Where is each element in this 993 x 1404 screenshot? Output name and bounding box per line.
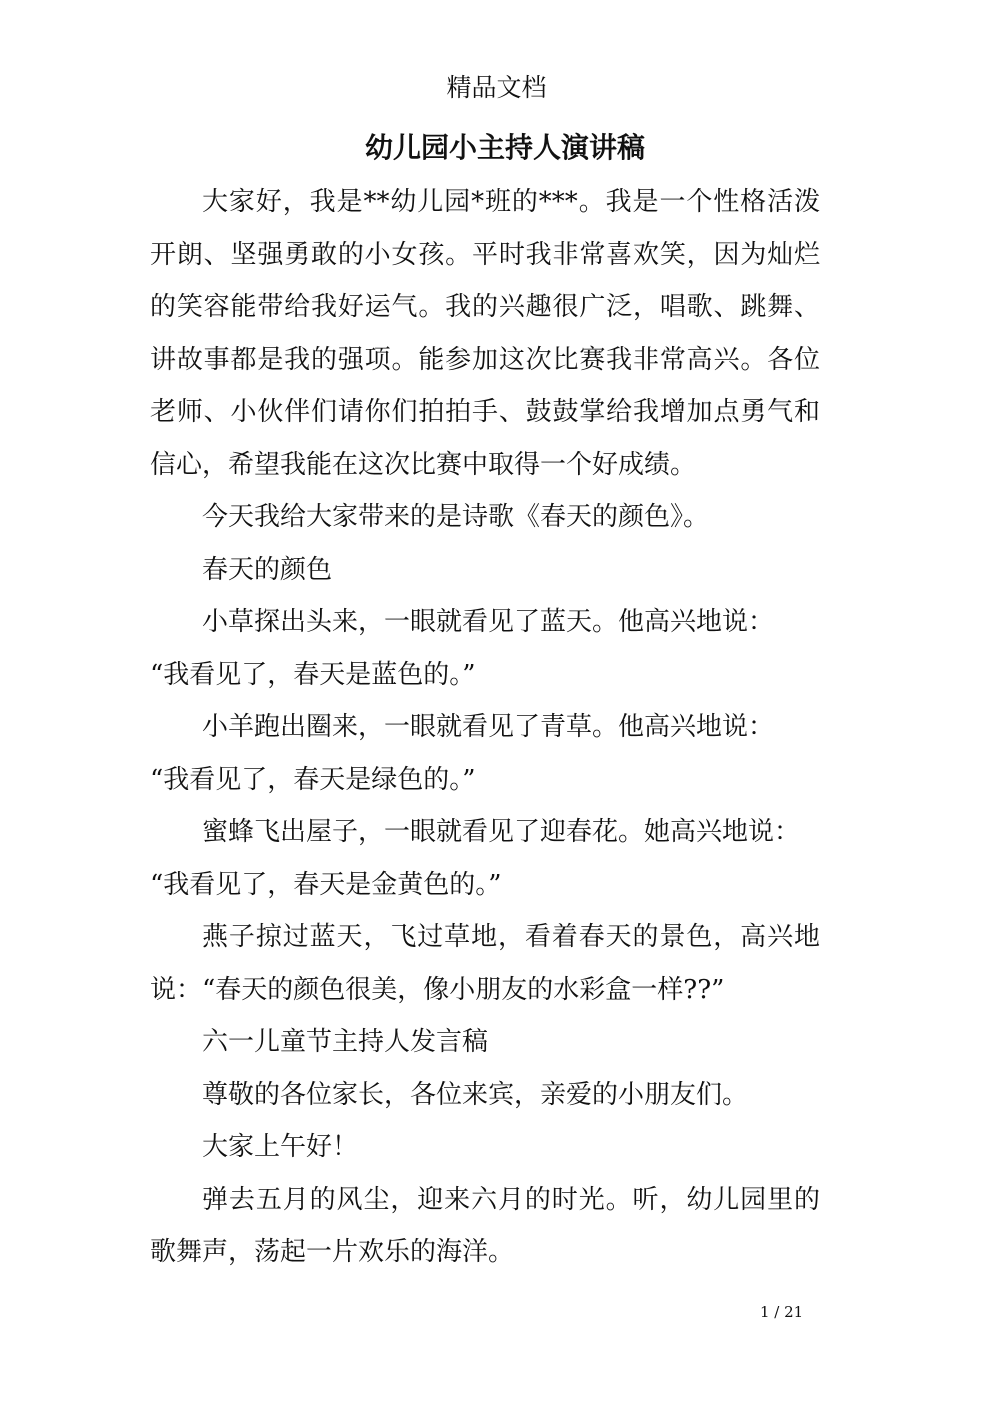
document-title: 幼儿园小主持人演讲稿 [364, 131, 645, 164]
page-number: 1 / 21 [760, 1303, 804, 1321]
document-body [150, 176, 820, 1279]
intro-paragraph: 大家好，我是**幼儿园*班的***。我是一个性格活泼开朗、坚强勇敢的小女孩。平时我非常喜欢笑，因为灿烂的笑容能带给我好运气。我的兴趣很广泛，唱歌、跳舞、讲故事都是我的强项。能参加这次比赛我非常高兴。各位老师、小伙伴们请你们拍拍手、鼓鼓掌给我增加点勇气和信心，希望我能在这次比赛中取得一个好成绩。 [150, 187, 820, 480]
poem-title: 春天的颜色 [202, 554, 333, 585]
poem-stanza-1-line-2: “我看见了，春天是蓝色的。” [150, 659, 476, 690]
speech-salutation: 大家上午好！ [202, 1132, 359, 1162]
document-header: 精品文档 [446, 73, 547, 102]
poem-ending-paragraph: 燕子掠过蓝天，飞过草地，看着春天的景色，高兴地说：“春天的颜色很美，像小朋友的水彩盒一样??” [150, 922, 820, 1005]
speech-greeting: 尊敬的各位家长，各位来宾，亲爱的小朋友们。 [202, 1079, 749, 1110]
poem-intro-paragraph: 今天我给大家带来的是诗歌《春天的颜色》。 [202, 502, 710, 532]
poem-stanza-3-line-1: 蜜蜂飞出屋子，一眼就看见了迎春花。她高兴地说： [202, 817, 801, 847]
poem-stanza-2-line-2: “我看见了，春天是绿色的。” [150, 764, 476, 795]
speech-opening-paragraph: 弹去五月的风尘，迎来六月的时光。听，幼儿园里的歌舞声，荡起一片欢乐的海洋。 [150, 1184, 820, 1267]
poem-stanza-1-line-1: 小草探出头来，一眼就看见了蓝天。他高兴地说： [202, 607, 775, 637]
poem-stanza-2-line-1: 小羊跑出圈来，一眼就看见了青草。他高兴地说： [202, 712, 775, 742]
speech-title: 六一儿童节主持人发言稿 [202, 1027, 489, 1057]
poem-stanza-3-line-2: “我看见了，春天是金黄色的。” [150, 869, 502, 900]
